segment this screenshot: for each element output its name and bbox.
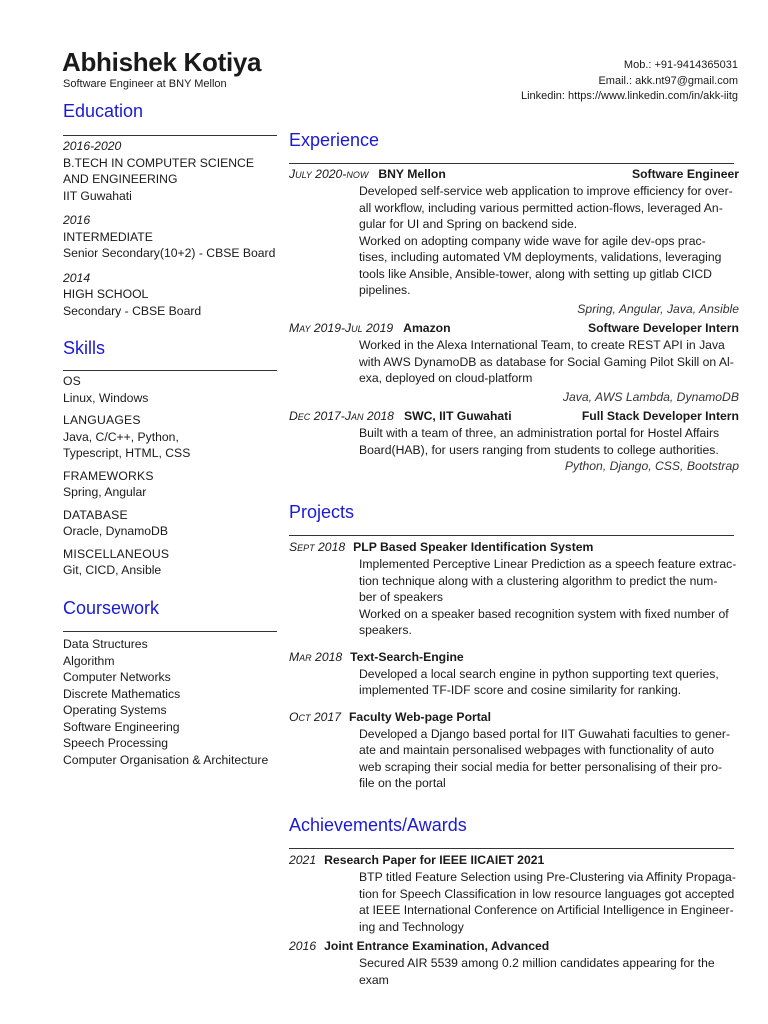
experience-description [359,337,739,387]
skill-label: MISCELLANEOUS [63,546,170,561]
achievement-head [289,852,739,869]
achievement-description [359,869,739,935]
experience-tech: Java, AWS Lambda, DynamoDB [562,389,739,404]
edu-school: IIT Guwahati [63,188,132,203]
achievement-item [289,852,739,935]
desc-line: exa, deployed on cloud-platform [359,371,533,385]
experience-list [289,166,739,475]
resume-subtitle: Software Engineer at BNY Mellon [63,78,227,90]
project-date: Sept 2018 [289,540,346,554]
experience-head [289,408,739,425]
experience-org: SWC, IIT Guwahati [403,409,512,423]
education-rule [63,135,277,136]
education-list [63,138,277,319]
desc-line: file on the portal [359,776,446,790]
desc-line: tises, including automated VM deployments, validations, leveraging [359,250,722,264]
project-head [289,539,739,556]
coursework-rule [63,631,277,632]
experience-description [359,183,739,299]
experience-date: July 2020-now [289,167,369,181]
skill-item [63,546,277,579]
contact-linkedin: Linkedin: https://www.linkedin.com/in/akk-iitg [520,90,738,102]
course-item: Data Structures [63,637,148,651]
coursework-list [63,636,293,768]
desc-line: with AWS DynamoDB as database for Social Gaming Pilot Skill on Al- [359,354,734,369]
achievements-rule [289,848,734,849]
achievement-name: Research Paper for IEEE IICAIET 2021 [324,853,545,867]
desc-line: all workflow, including various permitted action-flows, leveraged An- [359,200,723,215]
edu-school: Secondary - CBSE Board [63,303,202,318]
course-item: Discrete Mathematics [63,686,181,701]
projects-list [289,539,739,792]
project-head [289,709,739,726]
coursework-heading: Coursework [63,598,160,618]
skill-label: DATABASE [63,507,128,522]
desc-line: BTP titled Feature Selection using Pre-Clustering via Affinity Propaga- [359,870,736,884]
desc-line: pipelines. [359,283,411,297]
desc-line: Secured AIR 5539 among 0.2 million candidates appearing for the [359,956,715,970]
desc-line: Worked on adopting company wide wave for agile dev-ops prac- [359,233,706,248]
experience-org: Amazon [403,321,451,335]
edu-years: 2016-2020 [63,139,122,153]
edu-years: 2016 [63,213,91,227]
desc-line: Implemented Perceptive Linear Prediction as a speech feature extrac- [359,557,737,571]
achievement-year: 2016 [289,939,317,953]
project-date: Oct 2017 [289,709,341,724]
experience-description [359,425,739,458]
desc-line: Developed a local search engine in python supporting text queries, [359,666,719,681]
project-date: Mar 2018 [289,649,343,664]
experience-rule [289,163,734,164]
project-description [359,556,739,639]
skill-item [63,507,277,540]
skill-item [63,412,277,462]
desc-line: ing and Technology [359,919,464,934]
project-name: Faculty Web-page Portal [348,709,491,724]
project-item [289,709,739,792]
skill-label: OS [63,374,82,388]
contact-email: Email.: akk.nt97@gmail.com [598,74,738,87]
edu-item [63,212,277,262]
desc-line: exam [359,972,389,987]
education-heading: Education [63,101,144,121]
projects-rule [289,535,734,536]
desc-line: ate and maintain personalised webpages with functionality of auto [359,743,715,757]
experience-date: Dec 2017-Jan 2018 [289,409,394,423]
desc-line: Board(HAB), for users ranging from students to college authorities. [359,442,719,457]
skill-value: Git, CICD, Ansible [63,563,162,577]
project-name: PLP Based Speaker Identification System [353,540,594,554]
experience-item [289,320,739,405]
experience-item [289,408,739,475]
course-item: Software Engineering [63,719,180,734]
edu-degree: AND ENGINEERING [63,172,178,186]
achievement-item [289,938,739,988]
achievement-head [289,938,739,955]
experience-date: May 2019-Jul 2019 [289,321,394,335]
desc-line: tools like Ansible, Ansible-tower, along with setting up gitlab CICD [359,266,712,281]
edu-school: Senior Secondary(10+2) - CBSE Board [63,246,276,260]
desc-line: Worked on a speaker based recognition system with fixed number of [359,606,729,621]
desc-line: Developed a Django based portal for IIT Guwahati faculties to gener- [359,726,731,741]
experience-role: Full Stack Developer Intern [581,409,739,423]
course-item: Computer Organisation & Architecture [63,752,269,767]
desc-line: speakers. [359,623,412,637]
desc-line: at IEEE International Conference on Artificial Intelligence in Engineer- [359,903,734,917]
skill-value: Java, C/C++, Python, [63,429,179,444]
experience-head [289,320,739,337]
desc-line: web scraping their social media for better personalising of their pro- [359,759,723,774]
desc-line: gular for UI and Spring on backend side. [359,217,578,231]
edu-item [63,138,277,204]
contact-mobile: Mob.: +91-9414365031 [623,59,738,71]
experience-tech: Python, Django, CSS, Bootstrap [564,459,739,473]
edu-degree: B.TECH IN COMPUTER SCIENCE [63,155,254,170]
experience-role: Software Engineer [631,167,739,181]
course-item: Operating Systems [63,703,167,717]
course-item: Speech Processing [63,736,169,750]
skill-value: Linux, Windows [63,390,149,405]
skill-value: Typescript, HTML, CSS [63,446,191,460]
project-head [289,649,739,666]
skill-value: Oracle, DynamoDB [63,524,168,538]
edu-item [63,270,277,320]
desc-line: tion technique along with a clustering algorithm to predict the num- [359,573,718,588]
skill-label: FRAMEWORKS [63,468,154,483]
achievement-name: Joint Entrance Examination, Advanced [324,939,550,953]
experience-role: Software Developer Intern [587,321,739,335]
project-item [289,649,739,699]
skill-item [63,373,277,406]
project-name: Text-Search-Engine [350,649,464,664]
edu-degree: HIGH SCHOOL [63,287,149,301]
desc-line: ber of speakers [359,590,444,604]
experience-org: BNY Mellon [378,167,446,181]
project-description [359,726,739,792]
edu-degree: INTERMEDIATE [63,229,153,244]
desc-line: implemented TF-IDF score and cosine similarity for ranking. [359,683,682,697]
project-item [289,539,739,639]
resume-name: Abhishek Kotiya [62,47,262,77]
skill-label: LANGUAGES [63,413,141,427]
skill-item [63,468,277,501]
desc-line: tion for Speech Classification in low resource languages got accepted [359,886,735,901]
skills-rule [63,370,277,371]
course-item: Algorithm [63,653,115,668]
skill-value: Spring, Angular [63,485,147,499]
experience-heading: Experience [289,130,380,150]
edu-years: 2014 [63,270,91,285]
desc-line: Built with a team of three, an administration portal for Hostel Affairs [359,426,720,440]
experience-head [289,166,739,183]
achievement-year: 2021 [289,853,317,867]
project-description [359,666,739,699]
desc-line: Worked in the Alexa International Team, to create REST API in Java [359,338,725,352]
desc-line: Developed self-service web application to improve efficiency for over- [359,184,733,198]
experience-tech: Spring, Angular, Java, Ansible [577,301,739,316]
achievement-description [359,955,739,988]
contact-block [521,58,738,105]
course-item: Computer Networks [63,670,171,684]
experience-item [289,166,739,317]
achievements-list [289,852,739,988]
skills-heading: Skills [63,338,106,358]
projects-heading: Projects [289,502,355,522]
achievements-heading: Achievements/Awards [289,815,467,835]
skills-list [63,373,277,579]
